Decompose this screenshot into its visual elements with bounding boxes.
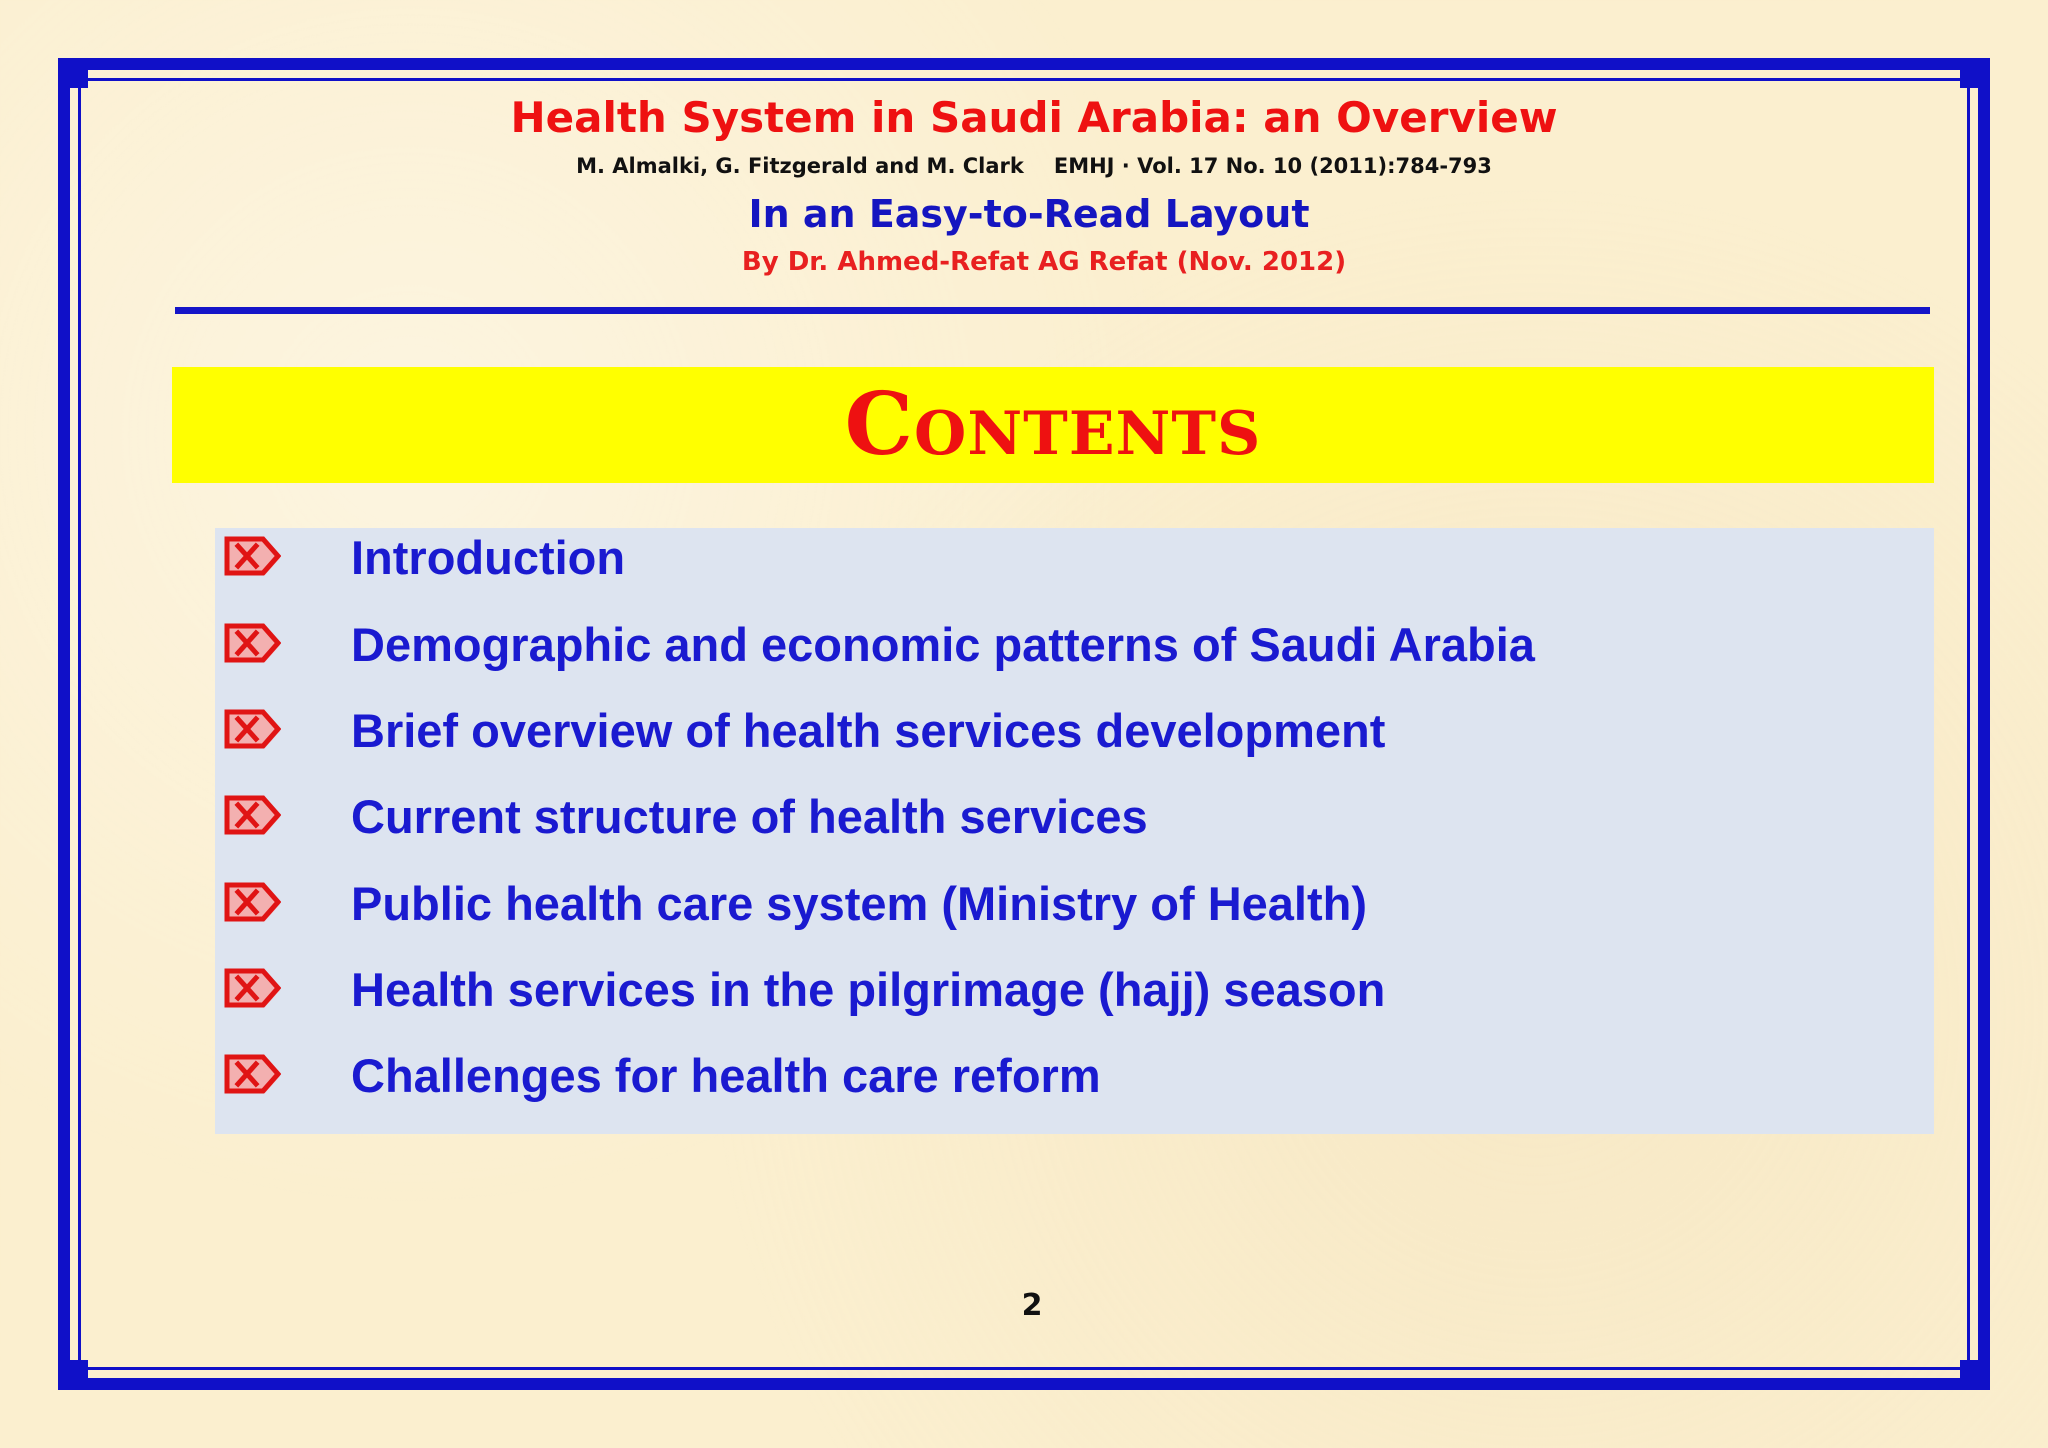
x-arrow-icon bbox=[223, 793, 281, 837]
list-item-label: Current structure of health services bbox=[351, 790, 1148, 843]
list-item-label: Challenges for health care reform bbox=[351, 1049, 1101, 1102]
list-item bbox=[215, 874, 1934, 934]
frame-corner bbox=[1960, 1360, 1982, 1382]
x-arrow-icon bbox=[223, 621, 281, 665]
list-item-label: Health services in the pilgrimage (hajj) season bbox=[351, 963, 1386, 1016]
list-item-label: Demographic and economic patterns of Saudi Arabia bbox=[351, 618, 1535, 671]
list-item bbox=[215, 1046, 1934, 1106]
contents-heading: Contents bbox=[844, 374, 1262, 475]
x-arrow-icon bbox=[223, 966, 281, 1010]
journal-reference: EMHJ · Vol. 17 No. 10 (2011):784-793 bbox=[1053, 154, 1492, 178]
x-arrow-icon bbox=[223, 880, 281, 924]
list-item bbox=[215, 787, 1934, 847]
contents-list bbox=[215, 528, 1934, 1134]
frame-bottom-bar bbox=[100, 1380, 1948, 1390]
list-item bbox=[215, 701, 1934, 761]
frame-corner bbox=[1960, 66, 1982, 88]
document-subtitle: In an Easy-to-Read Layout bbox=[748, 192, 1310, 236]
list-item bbox=[215, 615, 1934, 675]
contents-banner bbox=[172, 367, 1934, 483]
document-title: Health System in Saudi Arabia: an Overview bbox=[510, 93, 1558, 142]
x-arrow-icon bbox=[223, 707, 281, 751]
page-number: 2 bbox=[1021, 1288, 1043, 1323]
list-item-label: Public health care system (Ministry of Health) bbox=[351, 877, 1367, 930]
frame-corner bbox=[66, 1360, 88, 1382]
x-arrow-icon bbox=[223, 534, 281, 578]
x-arrow-icon bbox=[223, 1052, 281, 1096]
header-divider bbox=[175, 307, 1930, 314]
list-item bbox=[215, 528, 1934, 588]
citation-line bbox=[20, 148, 2048, 184]
document-header bbox=[0, 90, 2048, 282]
byline: By Dr. Ahmed-Refat AG Refat (Nov. 2012) bbox=[741, 247, 1347, 277]
frame-top-bar bbox=[100, 58, 1948, 68]
list-item-label: Brief overview of health services development bbox=[351, 704, 1386, 757]
list-item-label: Introduction bbox=[351, 531, 626, 584]
authors: M. Almalki, G. Fitzgerald and M. Clark bbox=[576, 154, 1024, 178]
list-item bbox=[215, 960, 1934, 1020]
frame-corner bbox=[66, 66, 88, 88]
